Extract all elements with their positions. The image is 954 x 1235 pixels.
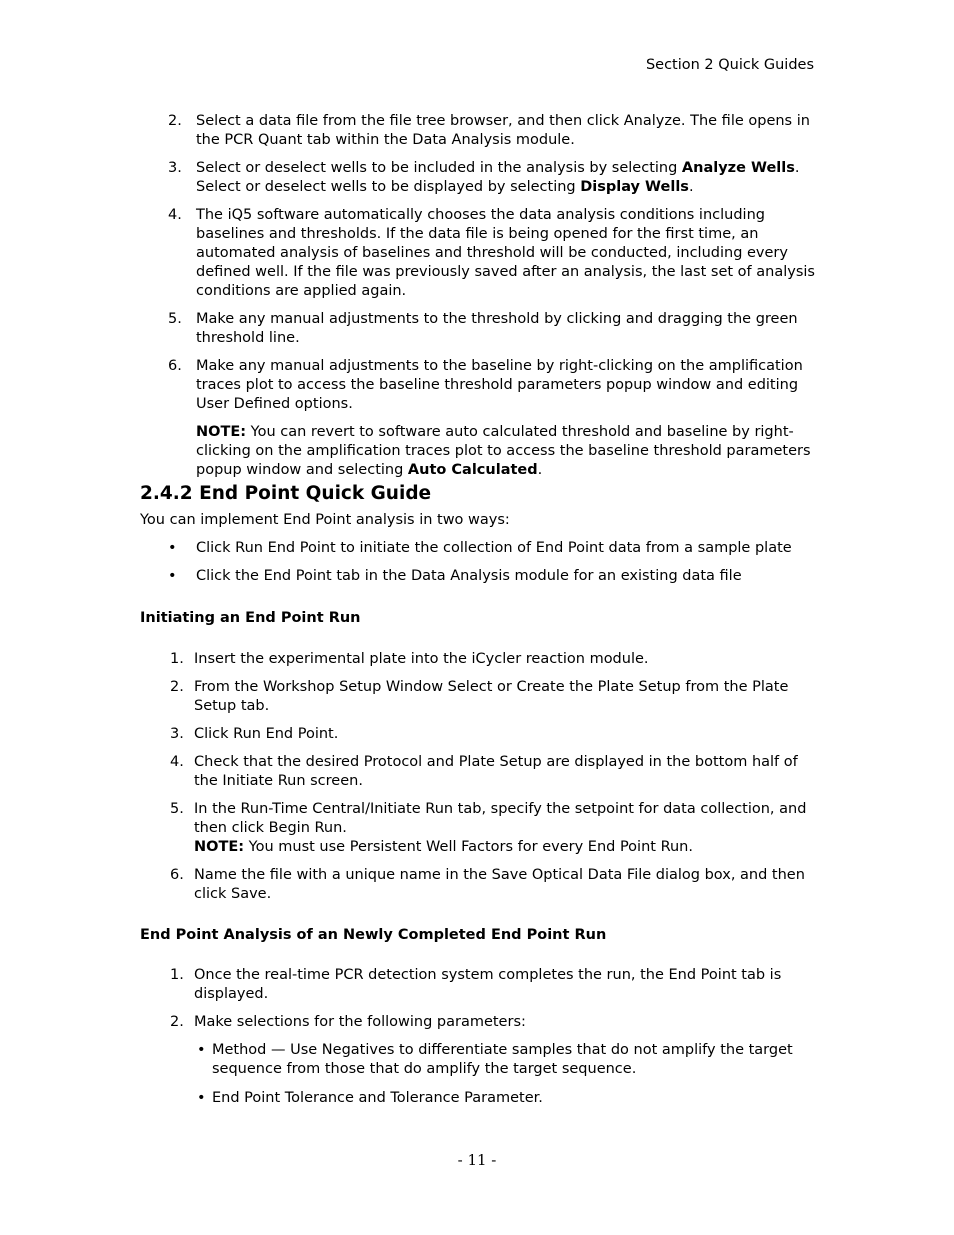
- page-number: - 11 -: [457, 1151, 497, 1169]
- step-number: 4.: [168, 207, 182, 223]
- step-number: 5.: [170, 801, 184, 817]
- list-item: [140, 206, 820, 301]
- step-number: 2.: [170, 1014, 184, 1030]
- note-text: .: [537, 462, 543, 478]
- note-label: NOTE:: [196, 424, 247, 440]
- list-item: [140, 1089, 820, 1108]
- step-number: 6.: [168, 358, 182, 374]
- list-item: [140, 159, 820, 197]
- list-item: [140, 567, 820, 586]
- step-number: 3.: [170, 726, 184, 742]
- list-item: [140, 357, 820, 414]
- step-text: Make any manual adjustments to the threshold by clicking and dragging the green threshold line.: [196, 311, 798, 346]
- list-item: [140, 310, 820, 348]
- note-label: NOTE:: [194, 839, 245, 855]
- step-number: 2.: [168, 113, 182, 129]
- bullet-text: Method — Use Negatives to differentiate samples that do not amplify the target sequence from those that do amplify the target sequence.: [212, 1042, 793, 1077]
- subsection-heading: Initiating an End Point Run: [140, 610, 361, 626]
- step-text: Name the file with a unique name in the Save Optical Data File dialog box, and then click Save.: [194, 867, 805, 902]
- bold-term: Display Wells: [580, 179, 689, 195]
- step-number: 5.: [168, 311, 182, 327]
- step-text: [196, 160, 799, 195]
- step-text: Check that the desired Protocol and Plate Setup are displayed in the bottom half of the Initiate Run screen.: [194, 754, 798, 789]
- analysis-block: [140, 926, 820, 1118]
- bullet-text: Click the End Point tab in the Data Analysis module for an existing data file: [196, 568, 742, 584]
- list-item: [140, 112, 820, 150]
- step-number: 1.: [170, 967, 184, 983]
- list-item: [140, 753, 820, 791]
- step-text: Make any manual adjustments to the baseline by right-clicking on the amplification traces plot to access the baseline threshold parameters popup window and editing User Defined options.: [196, 358, 803, 412]
- initiating-block: [140, 609, 820, 913]
- step-text: Select a data file from the file tree browser, and then click Analyze. The file opens in the PCR Quant tab within the Data Analysis module.: [196, 113, 810, 148]
- bold-term: Auto Calculated: [407, 462, 538, 478]
- step-text: Insert the experimental plate into the iCycler reaction module.: [194, 651, 649, 667]
- step-text-part: . Select or deselect wells to be displayed by selecting: [196, 160, 800, 195]
- step-text: The iQ5 software automatically chooses the data analysis conditions including baselines and thresholds. If the data file is being opened for the first time, an automated analysis of baselines and threshold will be conducted, including every defined well. If the file was previously saved after an analysis, the last set of analysis conditions are applied again.: [196, 207, 815, 299]
- note-paragraph: [140, 423, 820, 480]
- bullet-icon: •: [168, 568, 177, 584]
- list-item: [140, 678, 820, 716]
- section-title: 2.4.2 End Point Quick Guide: [140, 483, 432, 504]
- list-item: [140, 1013, 820, 1032]
- step-text: Click Run End Point.: [194, 726, 339, 742]
- section-intro: You can implement End Point analysis in two ways:: [140, 512, 510, 528]
- step-text: In the Run-Time Central/Initiate Run tab, specify the setpoint for data collection, and then click Begin Run.: [194, 801, 807, 836]
- steps-top-list: [140, 112, 820, 480]
- section-block: [140, 482, 820, 595]
- note-text: You must use Persistent Well Factors for every End Point Run.: [244, 839, 693, 855]
- running-head: Section 2 Quick Guides: [645, 57, 814, 73]
- list-item: [140, 725, 820, 744]
- bullet-icon: •: [168, 540, 177, 556]
- bold-term: Analyze Wells: [681, 160, 795, 176]
- step-text: Make selections for the following parameters:: [194, 1014, 526, 1030]
- bullet-icon: •: [197, 1042, 206, 1058]
- step-number: 3.: [168, 160, 182, 176]
- subsection-heading: End Point Analysis of an Newly Completed End Point Run: [140, 927, 607, 943]
- step-text: Once the real-time PCR detection system completes the run, the End Point tab is displayed.: [194, 967, 782, 1002]
- bullet-text: Click Run End Point to initiate the collection of End Point data from a sample plate: [196, 540, 792, 556]
- list-item: [140, 539, 820, 558]
- bullet-text: End Point Tolerance and Tolerance Parameter.: [212, 1090, 543, 1106]
- list-item: [140, 966, 820, 1004]
- list-item: [140, 866, 820, 904]
- list-item: [140, 650, 820, 669]
- step-number: 6.: [170, 867, 184, 883]
- bullet-icon: •: [197, 1090, 206, 1106]
- list-item: [140, 800, 820, 857]
- note-text: You can revert to software auto calculated threshold and baseline by right-clicking on the amplification traces plot to access the baseline threshold parameters popup window and selecting: [196, 424, 811, 478]
- step-text-part: .: [688, 179, 694, 195]
- step-text: From the Workshop Setup Window Select or Create the Plate Setup from the Plate Setup tab.: [194, 679, 789, 714]
- list-item: [140, 1041, 820, 1079]
- step-number: 2.: [170, 679, 184, 695]
- step-text-part: Select or deselect wells to be included in the analysis by selecting: [196, 160, 682, 176]
- step-number: 4.: [170, 754, 184, 770]
- step-number: 1.: [170, 651, 184, 667]
